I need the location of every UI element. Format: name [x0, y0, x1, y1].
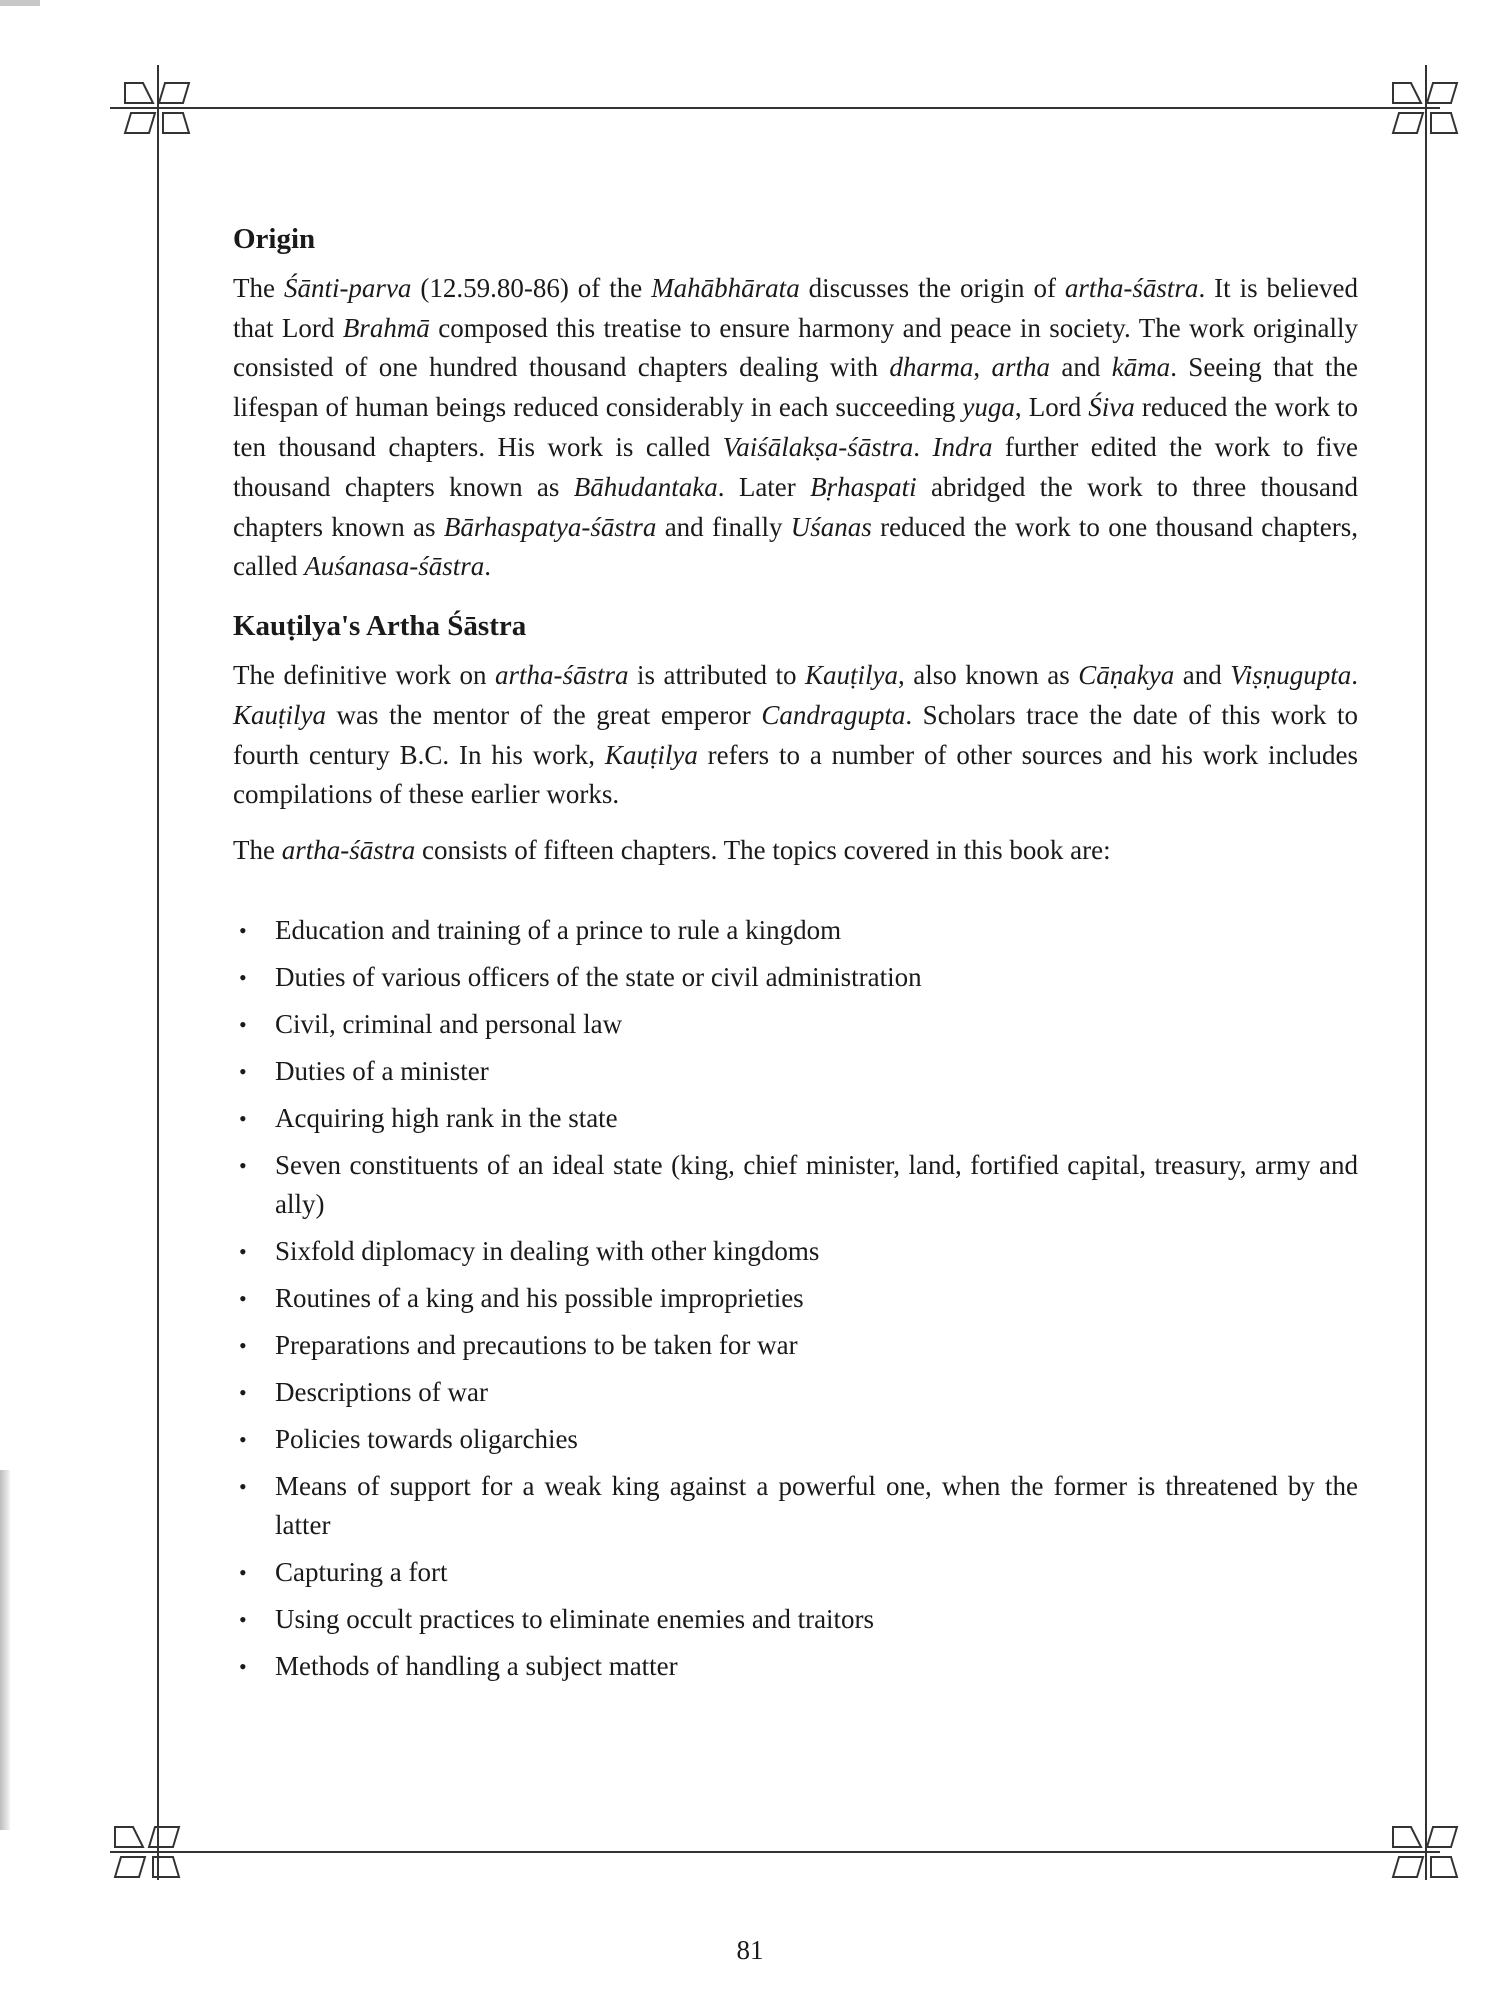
- origin-paragraph: The Śānti-parva (12.59.80-86) of the Mahābhārata discusses the origin of artha-śāstra. It is believed that Lord Brahmā composed this treatise to ensure harmony and peace in society. The work originally consisted of one hundred thousand chapters dealing with dharma, artha and kāma. Seeing that the lifespan of human beings reduced considerably in each succeeding yuga, Lord Śiva reduced the work to ten thousand chapters. His work is called Vaiśālakṣa-śāstra. Indra further edited the work to five thousand chapters known as Bāhudantaka. Later Bṛhaspati abridged the work to three thousand chapters known as Bārhaspatya-śāstra and finally Uśanas reduced the work to one thousand chapters, called Auśanasa-śāstra.: [233, 272, 1359, 582]
- list-item: • Means of support for a weak king against a powerful one, when the former is threatened by the latter: [239, 1470, 1358, 1540]
- list-item: • Sixfold diplomacy in dealing with other kingdoms: [239, 1235, 820, 1266]
- kautilya-heading: Kauṭilya's Artha Śāstra: [233, 610, 527, 643]
- frame-left-line: [157, 65, 159, 1880]
- list-item: • Duties of a minister: [239, 1055, 489, 1086]
- frame-top-line: [110, 107, 1440, 109]
- list-item: • Routines of a king and his possible improprieties: [239, 1282, 804, 1313]
- list-item: • Seven constituents of an ideal state (king, chief minister, land, fortified capital, treasury, army and ally): [239, 1149, 1358, 1219]
- list-item: • Descriptions of war: [239, 1376, 488, 1407]
- topics-list: [233, 911, 1358, 1686]
- page-number: 81: [736, 1935, 764, 1965]
- page-content: [233, 222, 1358, 1694]
- frame-right-line: [1425, 65, 1427, 1880]
- scan-edge-shadow: [0, 1470, 10, 1830]
- list-item: • Preparations and precautions to be taken for war: [239, 1329, 798, 1360]
- kautilya-paragraph: The definitive work on artha-śāstra is attributed to Kauṭilya, also known as Cāṇakya and Viṣṇugupta. Kauṭilya was the mentor of the great emperor Candragupta. Scholars trace the date of this work to fourth century B.C. In his work, Kauṭilya refers to a number of other sources and his work includes compilations of these earlier works.: [233, 659, 1359, 810]
- topics-intro-paragraph: The artha-śāstra consists of fifteen chapters. The topics covered in this book are:: [233, 835, 1111, 866]
- frame-bottom-line: [110, 1851, 1440, 1853]
- corner-ornament-top-right: [1391, 73, 1461, 143]
- corner-ornament-top-left: [123, 73, 193, 143]
- list-item: • Methods of handling a subject matter: [239, 1650, 678, 1681]
- list-item: • Education and training of a prince to rule a kingdom: [239, 914, 842, 945]
- list-item: • Capturing a fort: [239, 1556, 448, 1587]
- list-item: • Acquiring high rank in the state: [239, 1102, 618, 1133]
- corner-ornament-bottom-left: [113, 1817, 183, 1887]
- list-item: • Using occult practices to eliminate enemies and traitors: [239, 1603, 875, 1634]
- list-item: • Civil, criminal and personal law: [239, 1008, 623, 1039]
- list-item: • Duties of various officers of the state or civil administration: [239, 961, 922, 992]
- scan-artifact: [0, 0, 40, 6]
- list-item: • Policies towards oligarchies: [239, 1423, 578, 1454]
- origin-heading: Origin: [233, 223, 316, 255]
- corner-ornament-bottom-right: [1391, 1817, 1461, 1887]
